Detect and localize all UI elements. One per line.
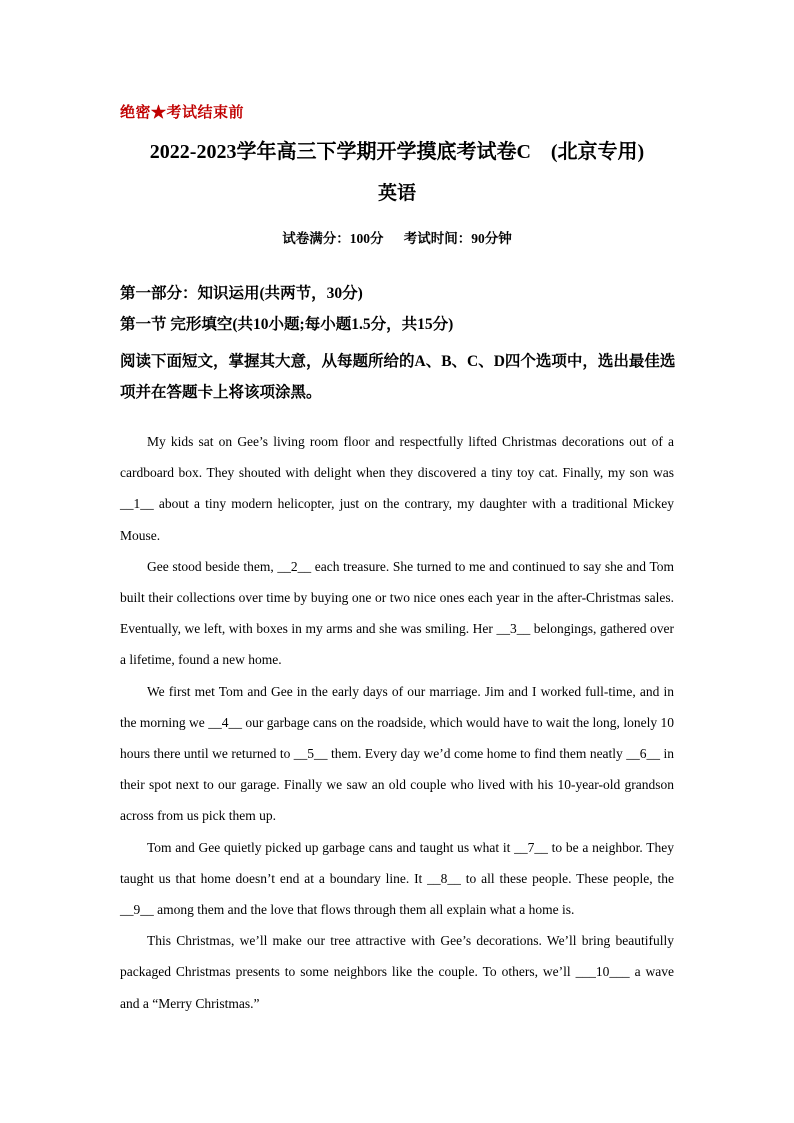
subject-title: 英语: [377, 183, 416, 204]
passage-paragraph-5: This Christmas, we’ll make our tree attractive with Gee’s decorations. We’ll bring beautifully packaged Christmas presents to some neighbors like the couple. To others, we’ll ___10___ a wave and a “Merry Christmas.”: [120, 933, 674, 1011]
cloze-passage: [120, 426, 674, 1019]
passage-paragraph-2: Gee stood beside them, __2__ each treasure. She turned to me and continued to say she and Tom built their collections over time by buying one or two nice ones each year in the after-Christmas sales. Eventually, we left, with boxes in my arms and she was smiling. Her __3__ belongings, gathered over a lifetime, found a new home.: [120, 558, 674, 668]
instructions: 阅读下面短文，掌握其大意，从每题所给的A、B、C、D四个选项中，选出最佳选项并在答题卡上将该项涂黑。: [120, 353, 676, 401]
part-heading: 第一部分：知识运用(共两节，30分): [120, 285, 363, 302]
confidential-label: 绝密★考试结束前: [120, 105, 245, 121]
exam-meta: 试卷满分：100分 考试时间：90分钟: [282, 231, 512, 246]
section-heading: 第一节 完形填空(共10小题;每小题1.5分，共15分): [120, 316, 454, 333]
passage-paragraph-1: My kids sat on Gee’s living room floor and respectfully lifted Christmas decorations out of a cardboard box. They shouted with delight when they discovered a tiny toy cat. Finally, my son was __1__ about a tiny modern helicopter, just on the contrary, my daughter with a traditional Mickey Mouse.: [120, 434, 674, 543]
passage-paragraph-3: We first met Tom and Gee in the early days of our marriage. Jim and I worked full-time, and in the morning we __4__ our garbage cans on the roadside, which would have to wait the long, lonely 10 hours there until we returned to __5__ them. Every day we’d come home to find them neatly __6__ in their spot next to our garage. Finally we saw an old couple who lived with his 10-year-old grandson across from us pick them up.: [120, 683, 674, 824]
passage-paragraph-4: Tom and Gee quietly picked up garbage cans and taught us what it __7__ to be a neighbor. They taught us that home doesn’t end at a boundary line. It __8__ to all these people. These people, the __9__ among them and the love that flows through them all explain what a home is.: [120, 839, 674, 918]
exam-title: 2022-2023学年高三下学期开学摸底考试卷C (北京专用): [149, 141, 645, 163]
